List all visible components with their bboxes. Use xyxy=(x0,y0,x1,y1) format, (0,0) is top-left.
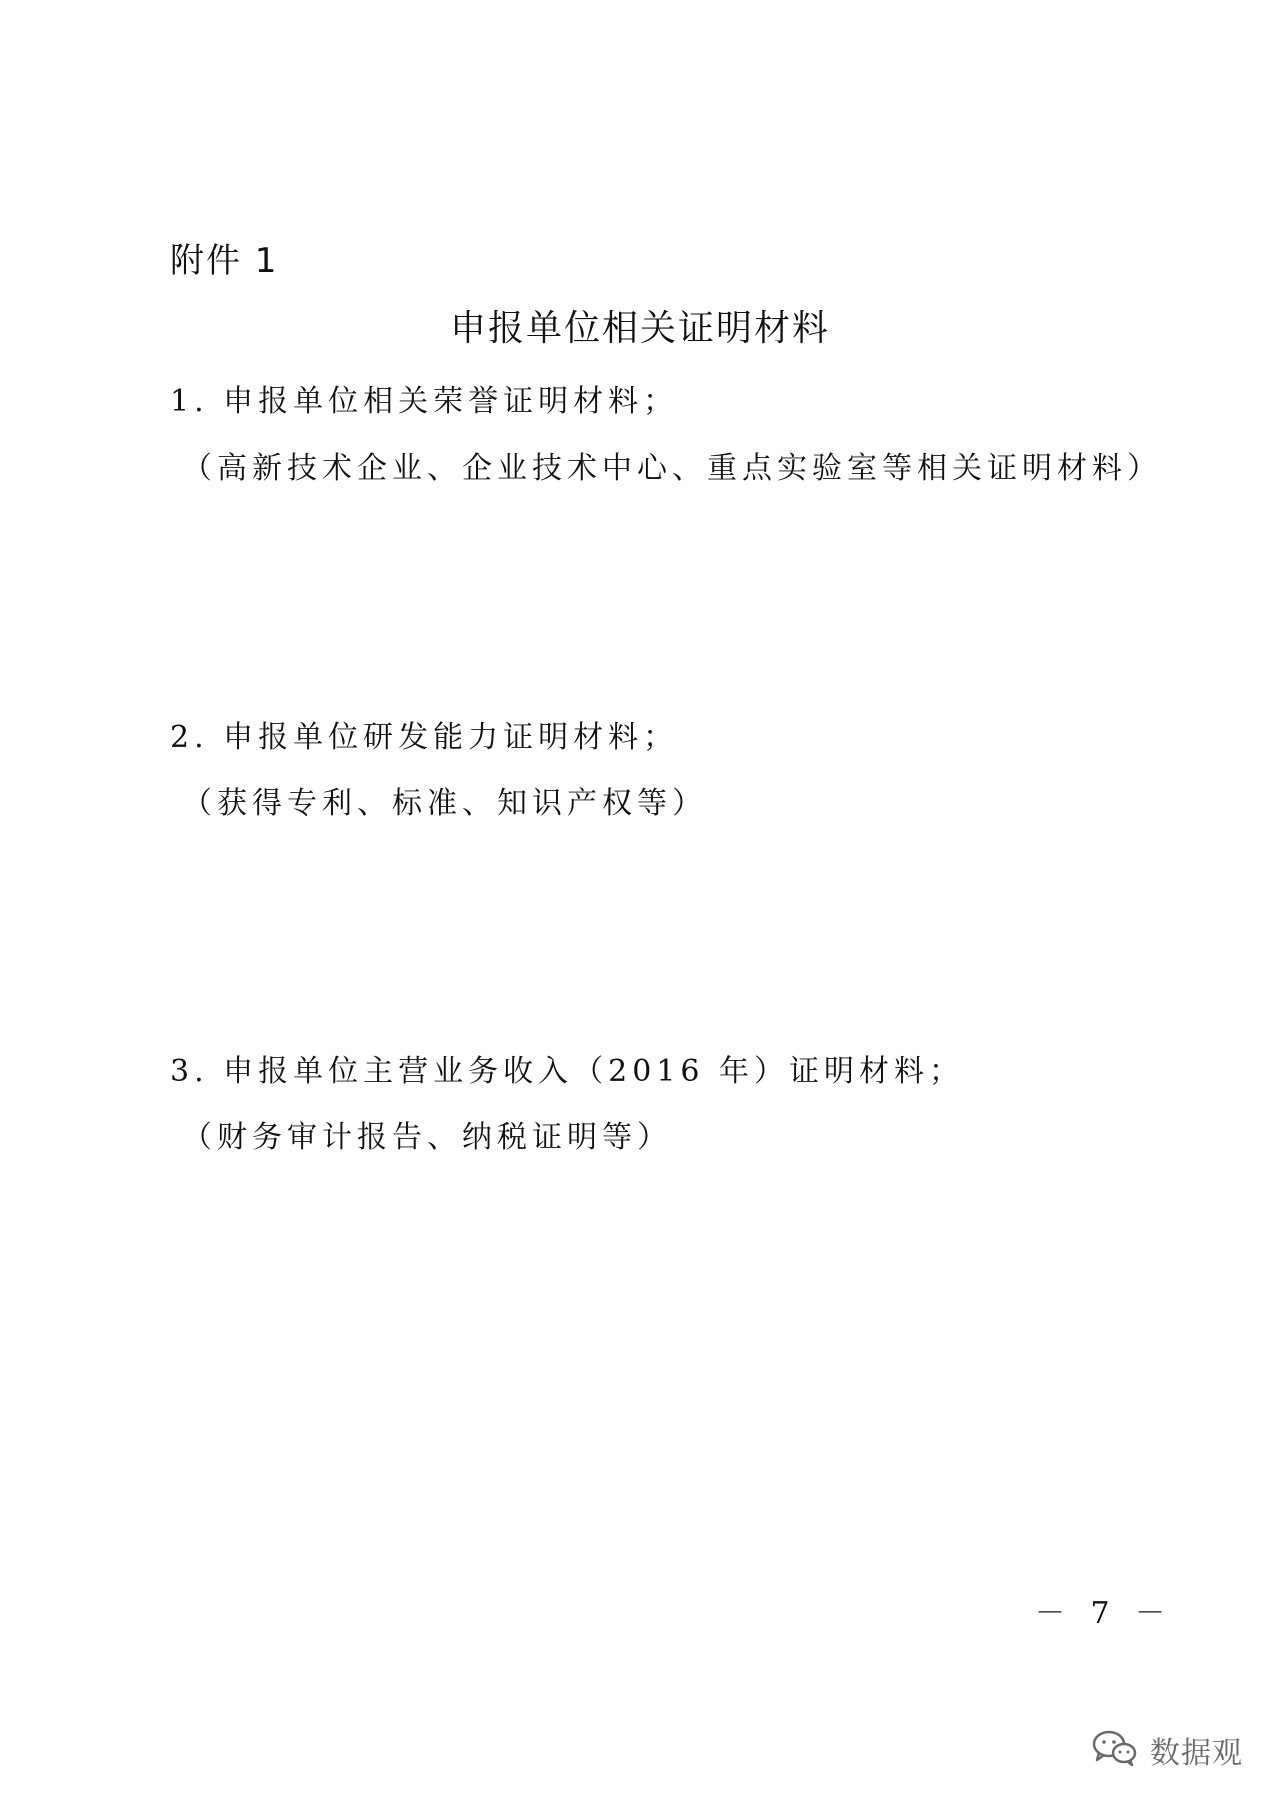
document-title: 申报单位相关证明材料 xyxy=(449,308,830,349)
wechat-icon xyxy=(1090,1728,1140,1772)
item-2-note: （获得专利、标准、知识产权等） xyxy=(182,786,707,821)
watermark-text: 数据观 xyxy=(1150,1736,1243,1771)
item-2-heading: 2. 申报单位研发能力证明材料； xyxy=(170,720,679,755)
item-3-note: （财务审计报告、纳税证明等） xyxy=(182,1120,672,1155)
item-3-heading: 3. 申报单位主营业务收入（2016 年）证明材料； xyxy=(170,1054,965,1089)
attachment-label: 附件 1 xyxy=(170,241,279,281)
watermark xyxy=(1090,1730,1243,1770)
page-number: － 7 － xyxy=(1035,1596,1174,1631)
item-1-heading: 1. 申报单位相关荣誉证明材料； xyxy=(170,384,679,419)
item-1-note: （高新技术企业、企业技术中心、重点实验室等相关证明材料） xyxy=(182,451,1162,486)
